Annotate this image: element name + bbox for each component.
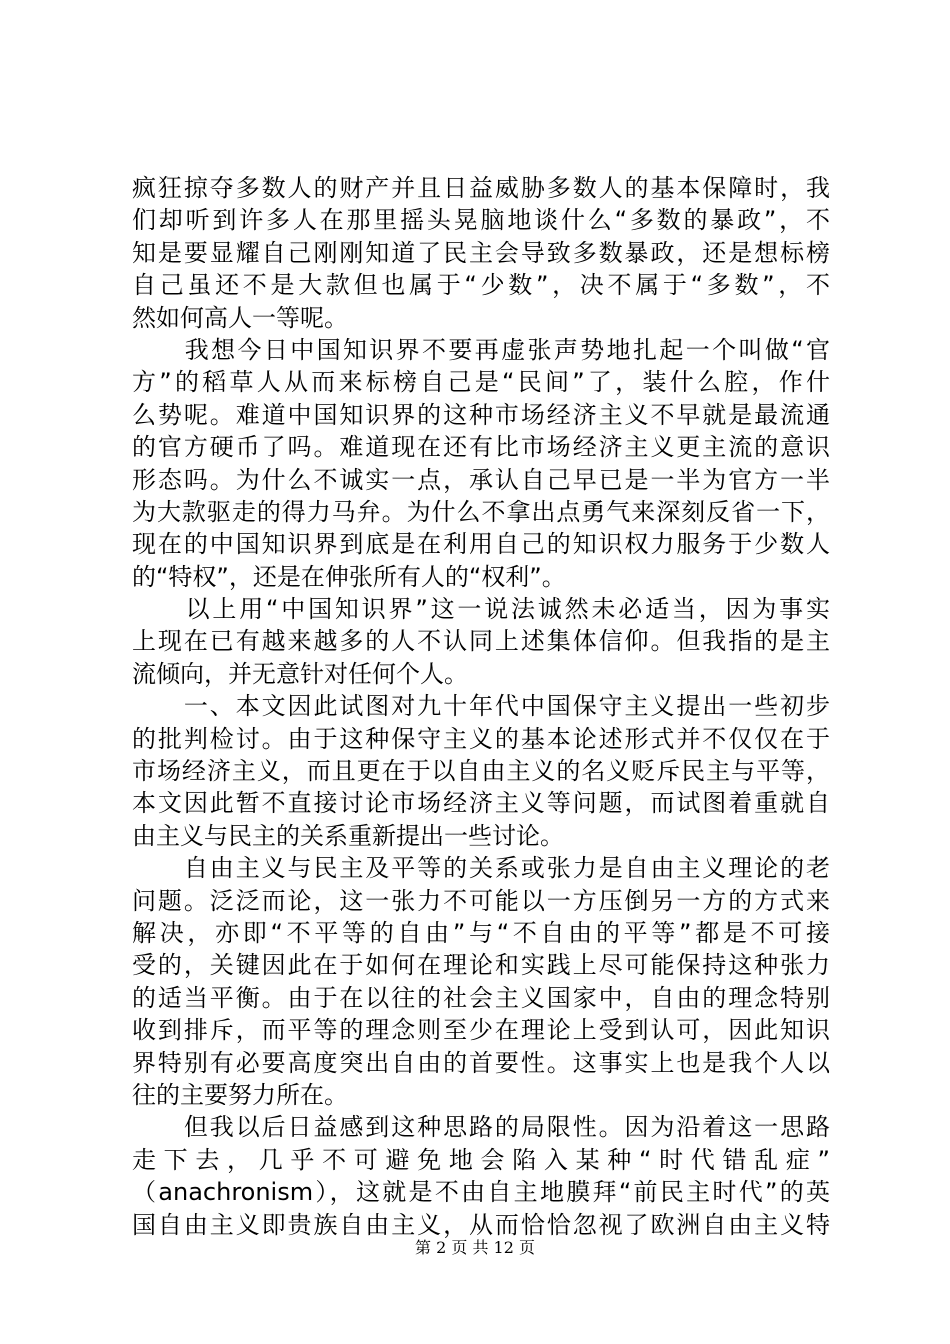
text-line: 上现在已有越来越多的人不认同上述集体信仰。但我指的是主 — [132, 627, 830, 656]
text-line: 以上用“中国知识界”这一说法诚然未必适当，因为事实 — [132, 595, 830, 624]
text-line: 受的，关键因此在于如何在理论和实践上尽可能保持这种张力 — [132, 951, 830, 980]
text-line: 的批判检讨。由于这种保守主义的基本论述形式并不仅仅在于 — [132, 724, 830, 753]
text-line: 的官方硬币了吗。难道现在还有比市场经济主义更主流的意识 — [132, 433, 830, 462]
text-line: 界特别有必要高度突出自由的首要性。这事实上也是我个人以 — [132, 1048, 830, 1077]
text-line: 问题。泛泛而论，这一张力不可能以一方压倒另一方的方式来 — [132, 886, 830, 915]
text-line: 往的主要努力所在。 — [132, 1080, 348, 1109]
text-line: 的“特权”，还是在伸张所有人的“权利”。 — [132, 562, 566, 591]
text-line: （anachronism），这就是不由自主地膜拜“前民主时代”的英 — [132, 1178, 830, 1207]
text-line: 自由主义与民主及平等的关系或张力是自由主义理论的老 — [132, 854, 830, 883]
text-line: 由主义与民主的关系重新提出一些讨论。 — [132, 821, 564, 850]
text-line: 形态吗。为什么不诚实一点，承认自己早已是一半为官方一半 — [132, 465, 830, 494]
text-line: 们却听到许多人在那里摇头晃脑地谈什么“多数的暴政”，不 — [132, 206, 830, 235]
text-line: 方”的稻草人从而来标榜自己是“民间”了，装什么腔，作什 — [132, 368, 830, 397]
body-text — [132, 172, 830, 1241]
text-line: 知是要显耀自己刚刚知道了民主会导致多数暴政，还是想标榜 — [132, 238, 830, 267]
text-line: 为大款驱走的得力马弁。为什么不拿出点勇气来深刻反省一下， — [132, 497, 830, 526]
text-line: 现在的中国知识界到底是在利用自己的知识权力服务于少数人 — [132, 530, 830, 559]
text-line: 流倾向，并无意针对任何个人。 — [132, 659, 468, 688]
text-line: 么势呢。难道中国知识界的这种市场经济主义不早就是最流通 — [132, 400, 830, 429]
text-line: 自己虽还不是大款但也属于“少数”，决不属于“多数”，不 — [132, 271, 830, 300]
text-line: 一、本文因此试图对九十年代中国保守主义提出一些初步 — [132, 692, 830, 721]
text-line: 走下去，几乎不可避免地会陷入某种“时代错乱症” — [132, 1145, 830, 1174]
text-line: 解决，亦即“不平等的自由”与“不自由的平等”都是不可接 — [132, 918, 830, 947]
text-line: 的适当平衡。由于在以往的社会主义国家中，自由的理念特别 — [132, 983, 830, 1012]
text-line: 但我以后日益感到这种思路的局限性。因为沿着这一思路 — [132, 1113, 830, 1142]
text-line: 收到排斥，而平等的理念则至少在理论上受到认可，因此知识 — [132, 1016, 830, 1045]
text-line: 然如何高人一等呢。 — [132, 303, 348, 332]
text-line: 国自由主义即贵族自由主义，从而恰恰忽视了欧洲自由主义特 — [132, 1210, 830, 1239]
page-footer: 第 2 页 共 12 页 — [415, 1238, 535, 1257]
text-line: 本文因此暂不直接讨论市场经济主义等问题，而试图着重就自 — [132, 789, 830, 818]
text-line: 市场经济主义，而且更在于以自由主义的名义贬斥民主与平等， — [132, 757, 830, 786]
text-line: 我想今日中国知识界不要再虚张声势地扎起一个叫做“官 — [132, 335, 830, 364]
text-line: 疯狂掠夺多数人的财产并且日益威胁多数人的基本保障时，我 — [132, 174, 830, 202]
